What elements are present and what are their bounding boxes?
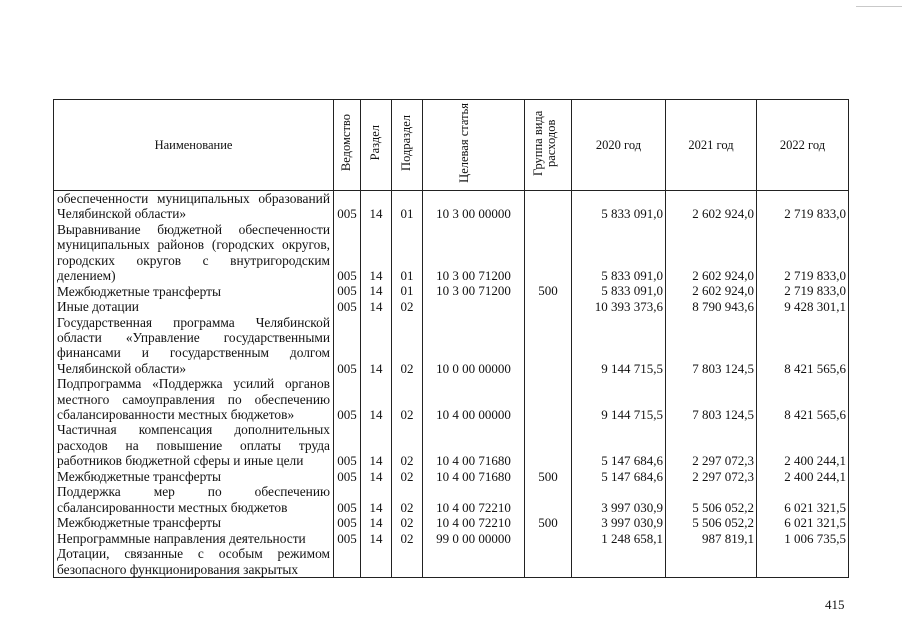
row-name: Частичная компенсация дополнительных расходов на повышение оплаты труда работников бюджетной сферы и иные цели	[54, 422, 334, 468]
row-value-2022: 2 400 244,1	[757, 422, 849, 468]
row-celevaya-statya: 10 4 00 00000	[423, 376, 525, 422]
row-gruppa	[525, 191, 572, 222]
row-value-2020: 5 147 684,6	[572, 422, 666, 468]
row-razdel: 14	[361, 191, 392, 222]
row-podrazdel: 01	[392, 222, 423, 284]
row-value-2022: 8 421 565,6	[757, 315, 849, 377]
row-name: Поддержка мер по обеспечению сбалансированности местных бюджетов	[54, 484, 334, 515]
row-value-2020: 3 997 030,9	[572, 515, 666, 531]
row-podrazdel: 02	[392, 484, 423, 515]
corner-mark	[856, 6, 902, 8]
row-value-2021: 8 790 943,6	[666, 299, 757, 315]
row-name: Межбюджетные трансферты	[54, 469, 334, 485]
row-celevaya-statya: 10 4 00 71680	[423, 469, 525, 485]
row-razdel: 14	[361, 376, 392, 422]
page-number: 415	[825, 597, 845, 612]
row-value-2021: 2 602 924,0	[666, 283, 757, 299]
budget-table	[53, 99, 849, 578]
table-row	[54, 315, 849, 377]
table-row	[54, 469, 849, 485]
row-podrazdel: 02	[392, 469, 423, 485]
row-value-2020: 5 833 091,0	[572, 191, 666, 222]
row-value-2020: 5 147 684,6	[572, 469, 666, 485]
row-vedomstvo: 005	[334, 515, 361, 531]
row-gruppa	[525, 422, 572, 468]
row-razdel: 14	[361, 422, 392, 468]
row-razdel: 14	[361, 315, 392, 377]
row-value-2020	[572, 546, 666, 577]
table-row	[54, 546, 849, 577]
row-podrazdel: 01	[392, 191, 423, 222]
row-value-2021: 5 506 052,2	[666, 484, 757, 515]
row-celevaya-statya: 10 3 00 71200	[423, 222, 525, 284]
table-row	[54, 283, 849, 299]
row-vedomstvo: 005	[334, 531, 361, 547]
row-value-2021: 2 297 072,3	[666, 469, 757, 485]
row-gruppa	[525, 315, 572, 377]
table-row	[54, 299, 849, 315]
row-value-2022: 6 021 321,5	[757, 515, 849, 531]
row-value-2022: 9 428 301,1	[757, 299, 849, 315]
header-celevaya-statya: Целевая статья	[423, 100, 525, 191]
header-name: Наименование	[54, 100, 334, 191]
row-podrazdel: 02	[392, 315, 423, 377]
row-podrazdel: 02	[392, 515, 423, 531]
row-vedomstvo: 005	[334, 222, 361, 284]
row-celevaya-statya: 10 3 00 71200	[423, 283, 525, 299]
header-2021: 2021 год	[666, 100, 757, 191]
row-celevaya-statya	[423, 546, 525, 577]
row-value-2021: 7 803 124,5	[666, 315, 757, 377]
row-celevaya-statya	[423, 299, 525, 315]
row-value-2022: 6 021 321,5	[757, 484, 849, 515]
row-value-2021: 2 602 924,0	[666, 222, 757, 284]
row-value-2021	[666, 546, 757, 577]
row-podrazdel: 02	[392, 376, 423, 422]
row-vedomstvo: 005	[334, 283, 361, 299]
header-podrazdel: Подраздел	[392, 100, 423, 191]
row-podrazdel: 02	[392, 299, 423, 315]
row-value-2022: 2 400 244,1	[757, 469, 849, 485]
row-vedomstvo: 005	[334, 484, 361, 515]
row-razdel: 14	[361, 484, 392, 515]
row-gruppa	[525, 546, 572, 577]
row-podrazdel: 02	[392, 422, 423, 468]
table-row	[54, 531, 849, 547]
row-celevaya-statya: 10 3 00 00000	[423, 191, 525, 222]
row-value-2022: 8 421 565,6	[757, 376, 849, 422]
row-name: Дотации, связанные с особым режимом безопасного функционирования закрытых	[54, 546, 334, 577]
row-name: Межбюджетные трансферты	[54, 515, 334, 531]
row-value-2021: 5 506 052,2	[666, 515, 757, 531]
row-name: Межбюджетные трансферты	[54, 283, 334, 299]
header-razdel: Раздел	[361, 100, 392, 191]
row-name: Непрограммные направления деятельности	[54, 531, 334, 547]
row-value-2022: 2 719 833,0	[757, 191, 849, 222]
row-vedomstvo	[334, 546, 361, 577]
row-value-2020: 9 144 715,5	[572, 315, 666, 377]
row-razdel: 14	[361, 283, 392, 299]
row-razdel: 14	[361, 531, 392, 547]
row-gruppa	[525, 222, 572, 284]
row-podrazdel: 01	[392, 283, 423, 299]
row-value-2020: 10 393 373,6	[572, 299, 666, 315]
row-value-2022: 2 719 833,0	[757, 222, 849, 284]
row-gruppa: 500	[525, 283, 572, 299]
row-razdel: 14	[361, 469, 392, 485]
header-2022: 2022 год	[757, 100, 849, 191]
row-razdel	[361, 546, 392, 577]
row-value-2020: 1 248 658,1	[572, 531, 666, 547]
row-name: Иные дотации	[54, 299, 334, 315]
row-value-2021: 987 819,1	[666, 531, 757, 547]
row-gruppa	[525, 376, 572, 422]
row-gruppa: 500	[525, 469, 572, 485]
row-value-2020: 5 833 091,0	[572, 283, 666, 299]
row-value-2020: 5 833 091,0	[572, 222, 666, 284]
row-vedomstvo: 005	[334, 376, 361, 422]
row-vedomstvo: 005	[334, 191, 361, 222]
row-value-2020: 9 144 715,5	[572, 376, 666, 422]
row-celevaya-statya: 10 4 00 72210	[423, 515, 525, 531]
table-row	[54, 376, 849, 422]
table-row	[54, 484, 849, 515]
row-value-2021: 2 602 924,0	[666, 191, 757, 222]
row-name: Государственная программа Челябинской области «Управление государственными финансами и государственным долгом Челябинской области»	[54, 315, 334, 377]
header-gruppa-vida-rashodov: Группа вида расходов	[525, 100, 572, 191]
row-vedomstvo: 005	[334, 422, 361, 468]
row-gruppa	[525, 299, 572, 315]
row-value-2022	[757, 546, 849, 577]
row-value-2022: 2 719 833,0	[757, 283, 849, 299]
row-name: Подпрограмма «Поддержка усилий органов местного самоуправления по обеспечению сбалансированности местных бюджетов»	[54, 376, 334, 422]
row-value-2020: 3 997 030,9	[572, 484, 666, 515]
table-row	[54, 422, 849, 468]
row-celevaya-statya: 10 0 00 00000	[423, 315, 525, 377]
row-name: обеспеченности муниципальных образований Челябинской области»	[54, 191, 334, 222]
header-vedomstvo: Ведомство	[334, 100, 361, 191]
row-razdel: 14	[361, 299, 392, 315]
row-celevaya-statya: 10 4 00 71680	[423, 422, 525, 468]
row-razdel: 14	[361, 515, 392, 531]
row-celevaya-statya: 10 4 00 72210	[423, 484, 525, 515]
row-value-2022: 1 006 735,5	[757, 531, 849, 547]
row-razdel: 14	[361, 222, 392, 284]
row-gruppa	[525, 484, 572, 515]
row-name: Выравнивание бюджетной обеспеченности муниципальных районов (городских округов, городских округов с внутригородским делением)	[54, 222, 334, 284]
table-header	[54, 100, 849, 191]
row-podrazdel	[392, 546, 423, 577]
table-row	[54, 515, 849, 531]
table-row	[54, 222, 849, 284]
row-value-2021: 7 803 124,5	[666, 376, 757, 422]
row-vedomstvo: 005	[334, 315, 361, 377]
row-gruppa	[525, 531, 572, 547]
row-vedomstvo: 005	[334, 469, 361, 485]
header-2020: 2020 год	[572, 100, 666, 191]
row-value-2021: 2 297 072,3	[666, 422, 757, 468]
row-podrazdel: 02	[392, 531, 423, 547]
row-vedomstvo: 005	[334, 299, 361, 315]
table-row	[54, 191, 849, 222]
row-gruppa: 500	[525, 515, 572, 531]
row-celevaya-statya: 99 0 00 00000	[423, 531, 525, 547]
